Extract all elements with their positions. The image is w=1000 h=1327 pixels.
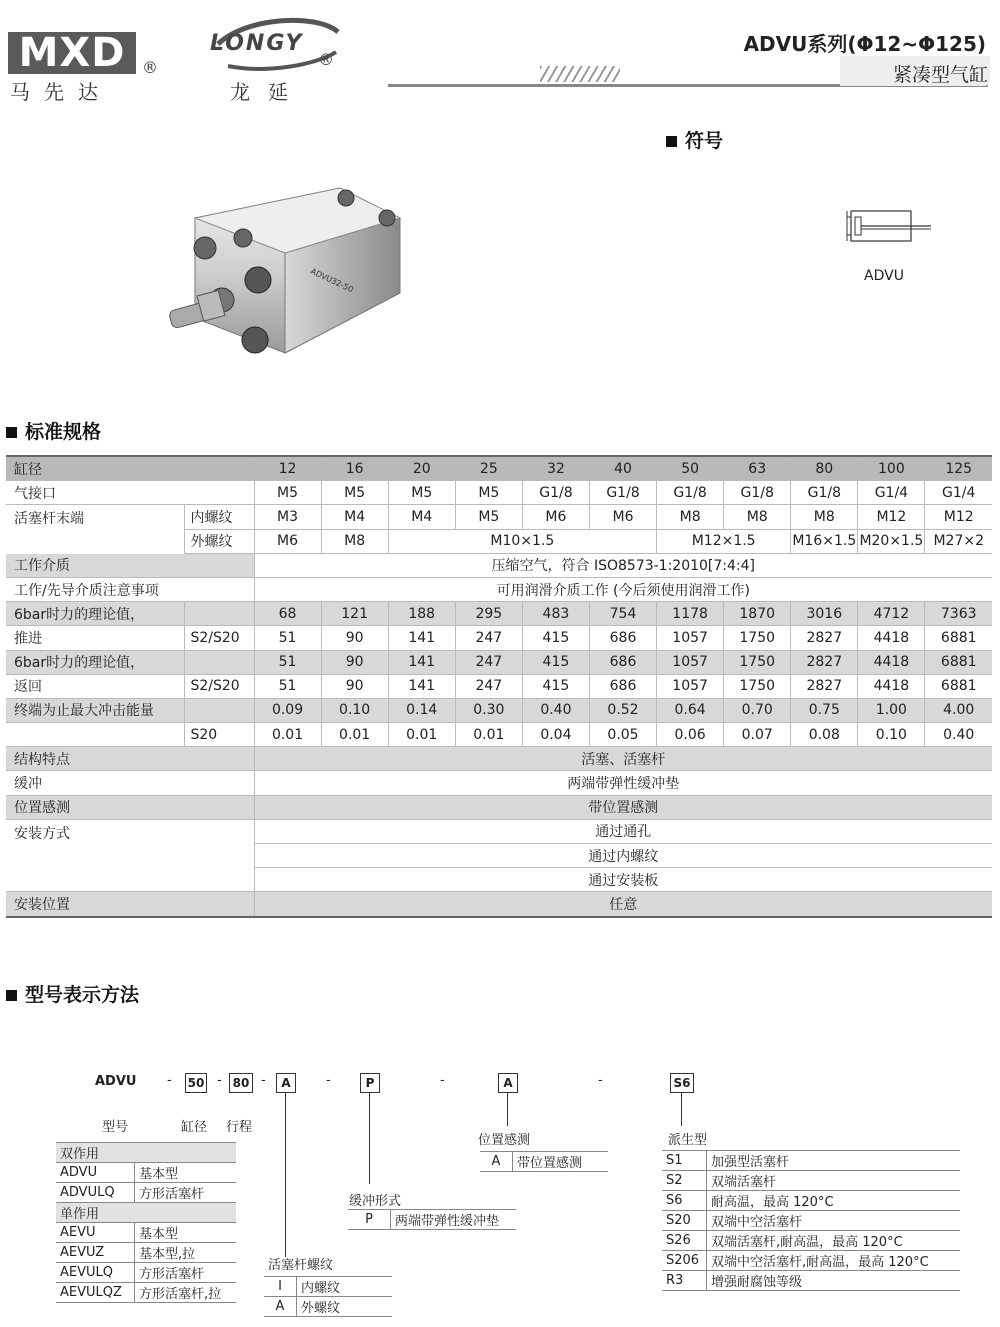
impact-energy-s20-cell: 0.04 <box>522 723 589 747</box>
type-code: AEVULQ <box>56 1263 135 1283</box>
mxd-logo-chinese: 马先达 <box>10 80 112 104</box>
return-force-s2-cell: 51 <box>254 674 321 698</box>
type-desc: 方形活塞杆 <box>135 1183 237 1203</box>
push-force-s2-cell: 4418 <box>858 626 925 650</box>
push-force-s2-cell: 2827 <box>791 626 858 650</box>
variant-code: S6 <box>662 1191 707 1211</box>
rod-code: A <box>264 1297 297 1317</box>
sensing-label: 位置感测 <box>6 795 254 819</box>
connector-line <box>369 1092 370 1184</box>
return-force-s2-cell: 686 <box>589 674 656 698</box>
type-desc: 方形活塞杆 <box>135 1263 237 1283</box>
model-code-bore: 50 <box>185 1073 207 1093</box>
sensing-table <box>480 1151 608 1172</box>
stroke-code-label: 行程 <box>226 1120 253 1135</box>
spec-table <box>6 455 992 918</box>
medium-value: 压缩空气，符合 ISO8573-1:2010[7:4:4] <box>254 553 992 577</box>
type-desc: 基本型 <box>135 1223 237 1243</box>
inner-thread-label: 内螺纹 <box>184 505 254 529</box>
table-row <box>6 553 992 577</box>
s20-label: S20 <box>184 723 254 747</box>
medium-note-label: 工作/先导介质注意事项 <box>6 577 254 601</box>
bore-cell: 40 <box>589 456 656 481</box>
model-dash: - <box>598 1073 603 1088</box>
impact-energy-s20-cell: 0.06 <box>657 723 724 747</box>
model-code-variant: S6 <box>670 1073 694 1093</box>
inner-thread-cell: M12 <box>858 505 925 529</box>
table-row <box>6 481 992 505</box>
mounting-value: 通过内螺纹 <box>254 844 992 868</box>
inner-thread-cell: M3 <box>254 505 321 529</box>
inner-thread-cell: M5 <box>455 505 522 529</box>
variant-code: S206 <box>662 1251 707 1271</box>
sensing-value: 带位置感测 <box>254 795 992 819</box>
impact-energy-s20-cell: 0.01 <box>455 723 522 747</box>
bore-cell: 80 <box>791 456 858 481</box>
bore-cell: 25 <box>455 456 522 481</box>
table-row <box>6 577 992 601</box>
impact-energy-s20-cell: 0.40 <box>925 723 992 747</box>
return-force-s2-cell: 247 <box>455 674 522 698</box>
outer-thread-cell: M20×1.5 <box>858 529 925 553</box>
variant-desc: 增强耐腐蚀等级 <box>707 1271 961 1291</box>
variant-code: S26 <box>662 1231 707 1251</box>
model-heading <box>6 980 139 1007</box>
push-force-cell: 4712 <box>858 602 925 626</box>
push-force-cell: 1870 <box>724 602 791 626</box>
push-force-s2-cell: 90 <box>321 626 388 650</box>
variant-code: S20 <box>662 1211 707 1231</box>
port-cell: G1/8 <box>657 481 724 505</box>
impact-energy-cell: 4.00 <box>925 698 992 722</box>
return-force-s2-cell: 415 <box>522 674 589 698</box>
return-force-cell: 4418 <box>858 650 925 674</box>
rod-desc: 内螺纹 <box>297 1277 393 1297</box>
connector-line <box>681 1092 682 1126</box>
inner-thread-cell: M6 <box>589 505 656 529</box>
model-code-stroke: 80 <box>229 1073 253 1093</box>
rod-desc: 外螺纹 <box>297 1297 393 1317</box>
impact-energy-s20-cell: 0.10 <box>858 723 925 747</box>
medium-label: 工作介质 <box>6 553 254 577</box>
type-code: AEVULQZ <box>56 1283 135 1303</box>
type-table <box>56 1142 236 1303</box>
impact-energy-label: 终端为止最大冲击能量 <box>6 698 184 722</box>
return-force-s2-cell: 4418 <box>858 674 925 698</box>
cylinder-product-image <box>160 178 410 368</box>
push-force-cell: 7363 <box>925 602 992 626</box>
return-force-s2-cell: 1750 <box>724 674 791 698</box>
mounting-value: 通过通孔 <box>254 819 992 843</box>
return-force-cell: 2827 <box>791 650 858 674</box>
return-force-s2-cell: 141 <box>388 674 455 698</box>
variant-desc: 耐高温，最高 120°C <box>707 1191 961 1211</box>
inner-thread-cell: M12 <box>925 505 992 529</box>
return-force-cell: 90 <box>321 650 388 674</box>
symbol-label: ADVU <box>864 268 904 284</box>
push-force-label-2: 推进 <box>6 626 184 650</box>
model-dash: - <box>217 1073 222 1088</box>
outer-thread-cell: M10×1.5 <box>388 529 656 553</box>
rod-thread-label: 活塞杆螺纹 <box>268 1258 334 1273</box>
type-desc: 基本型,拉 <box>135 1243 237 1263</box>
bore-label: 缸径 <box>6 456 254 481</box>
impact-energy-cell: 0.30 <box>455 698 522 722</box>
inner-thread-cell: M8 <box>657 505 724 529</box>
mounting-value: 通过安装板 <box>254 868 992 892</box>
spec-heading-text: 标准规格 <box>25 421 102 443</box>
outer-thread-label: 外螺纹 <box>184 529 254 553</box>
variant-desc: 双端中空活塞杆,耐高温，最高 120°C <box>707 1251 961 1271</box>
variant-code: S1 <box>662 1151 707 1171</box>
impact-energy-cell: 0.75 <box>791 698 858 722</box>
table-row <box>6 723 992 747</box>
mxd-registered-mark: ® <box>142 58 158 77</box>
variant-table <box>662 1150 960 1291</box>
type-code: ADVU <box>56 1163 135 1183</box>
push-force-cell: 121 <box>321 602 388 626</box>
impact-energy-cell: 0.14 <box>388 698 455 722</box>
s2-s20-label: S2/S20 <box>184 674 254 698</box>
bore-cell: 50 <box>657 456 724 481</box>
inner-thread-cell: M4 <box>321 505 388 529</box>
push-force-s2-cell: 247 <box>455 626 522 650</box>
bore-cell: 125 <box>925 456 992 481</box>
table-row <box>6 650 992 674</box>
cushion-table <box>348 1209 516 1230</box>
return-force-cell: 247 <box>455 650 522 674</box>
inner-thread-cell: M8 <box>791 505 858 529</box>
push-force-cell: 1178 <box>657 602 724 626</box>
outer-thread-cell: M27×2 <box>925 529 992 553</box>
model-dash: - <box>167 1073 172 1088</box>
port-cell: G1/8 <box>589 481 656 505</box>
push-force-cell: 3016 <box>791 602 858 626</box>
push-force-s2-cell: 686 <box>589 626 656 650</box>
symbol-heading <box>666 126 723 153</box>
model-dash: - <box>261 1073 266 1088</box>
table-row <box>6 819 992 843</box>
table-row <box>6 698 992 722</box>
return-force-cell: 6881 <box>925 650 992 674</box>
bore-cell: 12 <box>254 456 321 481</box>
outer-thread-cell: M12×1.5 <box>657 529 791 553</box>
sensing-desc: 带位置感测 <box>513 1152 609 1172</box>
cylinder-body-marking: ADVU32-50 <box>309 266 355 295</box>
impact-energy-cell: 1.00 <box>858 698 925 722</box>
return-force-s2-cell: 6881 <box>925 674 992 698</box>
cushion-value: 两端带弹性缓冲垫 <box>254 771 992 795</box>
structure-value: 活塞、活塞杆 <box>254 747 992 771</box>
type-code: ADVULQ <box>56 1183 135 1203</box>
bore-cell: 100 <box>858 456 925 481</box>
push-force-s2-cell: 1057 <box>657 626 724 650</box>
mounting-label: 安装方式 <box>14 825 70 842</box>
model-dash: - <box>326 1073 331 1088</box>
cushion-type-label: 缓冲形式 <box>349 1194 402 1209</box>
port-cell: M5 <box>388 481 455 505</box>
cushion-desc: 两端带弹性缓冲垫 <box>391 1210 517 1230</box>
bore-cell: 16 <box>321 456 388 481</box>
outer-thread-cell: M8 <box>321 529 388 553</box>
spec-heading <box>6 417 101 444</box>
return-force-label: 6bar时力的理论值， <box>6 650 184 674</box>
inner-thread-cell: M4 <box>388 505 455 529</box>
connector-line <box>285 1092 286 1257</box>
impact-energy-cell: 0.09 <box>254 698 321 722</box>
section-square-icon <box>666 136 677 147</box>
port-cell: M5 <box>254 481 321 505</box>
rod-thread-table <box>264 1276 392 1317</box>
table-row <box>6 456 992 481</box>
port-label: 气接口 <box>6 481 254 505</box>
impact-energy-s20-cell: 0.08 <box>791 723 858 747</box>
outer-thread-cell: M6 <box>254 529 321 553</box>
model-code-sensing: A <box>498 1073 518 1093</box>
table-row <box>6 747 992 771</box>
longy-logo: LONGY <box>210 31 304 56</box>
type-desc: 基本型 <box>135 1163 237 1183</box>
table-row <box>6 771 992 795</box>
push-force-cell: 188 <box>388 602 455 626</box>
return-force-cell: 1750 <box>724 650 791 674</box>
push-force-cell: 754 <box>589 602 656 626</box>
cushion-label: 缓冲 <box>6 771 254 795</box>
push-force-label: 6bar时力的理论值， <box>6 602 184 626</box>
rod-end-label: 活塞杆末端 <box>14 511 84 528</box>
variant-code: S2 <box>662 1171 707 1191</box>
type-group: 单作用 <box>56 1203 236 1223</box>
type-code: AEVU <box>56 1223 135 1243</box>
push-force-cell: 483 <box>522 602 589 626</box>
variant-desc: 双端活塞杆 <box>707 1171 961 1191</box>
variant-desc: 双端中空活塞杆 <box>707 1211 961 1231</box>
longy-logo-chinese: 龙延 <box>230 80 306 104</box>
port-cell: G1/8 <box>522 481 589 505</box>
impact-energy-cell: 0.10 <box>321 698 388 722</box>
model-code-base: ADVU <box>95 1074 137 1089</box>
return-force-cell: 415 <box>522 650 589 674</box>
impact-energy-cell: 0.70 <box>724 698 791 722</box>
mount-position-value: 任意 <box>254 892 992 917</box>
type-code: AEVUZ <box>56 1243 135 1263</box>
cushion-code: P <box>348 1210 391 1230</box>
return-force-cell: 141 <box>388 650 455 674</box>
outer-thread-cell: M16×1.5 <box>791 529 858 553</box>
bore-cell: 63 <box>724 456 791 481</box>
model-code-rod: A <box>276 1073 296 1093</box>
table-row <box>6 892 992 917</box>
mxd-logo: MXD <box>8 32 136 74</box>
connector-line <box>507 1092 508 1126</box>
table-row <box>6 626 992 650</box>
type-label: 型号 <box>102 1120 129 1135</box>
impact-energy-s20-cell: 0.01 <box>254 723 321 747</box>
table-row <box>6 505 992 529</box>
header-hatch-decoration <box>540 66 620 82</box>
impact-energy-cell: 0.52 <box>589 698 656 722</box>
impact-energy-cell: 0.64 <box>657 698 724 722</box>
return-force-cell: 51 <box>254 650 321 674</box>
series-subtitle: 紧凑型气缸 <box>892 64 988 86</box>
return-force-s2-cell: 1057 <box>657 674 724 698</box>
push-force-s2-cell: 51 <box>254 626 321 650</box>
symbol-heading-text: 符号 <box>685 130 724 152</box>
variant-desc: 加强型活塞杆 <box>707 1151 961 1171</box>
return-force-cell: 686 <box>589 650 656 674</box>
return-force-label-2: 返回 <box>6 674 184 698</box>
push-force-s2-cell: 6881 <box>925 626 992 650</box>
table-row <box>6 602 992 626</box>
structure-label: 结构特点 <box>6 747 254 771</box>
table-row <box>6 795 992 819</box>
impact-energy-s20-cell: 0.01 <box>321 723 388 747</box>
type-desc: 方形活塞杆,拉 <box>135 1283 237 1303</box>
inner-thread-cell: M8 <box>724 505 791 529</box>
variant-label: 派生型 <box>668 1133 708 1148</box>
mount-position-label: 安装位置 <box>6 892 254 917</box>
bore-cell: 32 <box>522 456 589 481</box>
port-cell: G1/4 <box>858 481 925 505</box>
port-cell: M5 <box>455 481 522 505</box>
section-square-icon <box>6 990 17 1001</box>
bore-cell: 20 <box>388 456 455 481</box>
sensing-code: A <box>480 1152 513 1172</box>
cylinder-symbol-icon <box>845 207 935 247</box>
port-cell: G1/4 <box>925 481 992 505</box>
port-cell: G1/8 <box>724 481 791 505</box>
series-title: ADVU系列(Φ12~Φ125) <box>743 32 986 56</box>
impact-energy-s20-cell: 0.05 <box>589 723 656 747</box>
medium-note-value: 可用润滑介质工作 (今后须使用润滑工作) <box>254 577 992 601</box>
port-cell: G1/8 <box>791 481 858 505</box>
bore-code-label: 缸径 <box>181 1120 208 1135</box>
section-square-icon <box>6 427 17 438</box>
model-heading-text: 型号表示方法 <box>25 984 140 1006</box>
push-force-s2-cell: 1750 <box>724 626 791 650</box>
return-force-s2-cell: 90 <box>321 674 388 698</box>
variant-code: R3 <box>662 1271 707 1291</box>
push-force-s2-cell: 141 <box>388 626 455 650</box>
model-dash: - <box>440 1073 445 1088</box>
table-row <box>6 674 992 698</box>
push-force-cell: 68 <box>254 602 321 626</box>
return-force-cell: 1057 <box>657 650 724 674</box>
model-code-cushion: P <box>360 1073 380 1093</box>
inner-thread-cell: M6 <box>522 505 589 529</box>
impact-energy-s20-cell: 0.07 <box>724 723 791 747</box>
push-force-s2-cell: 415 <box>522 626 589 650</box>
push-force-cell: 295 <box>455 602 522 626</box>
s2-s20-label: S2/S20 <box>184 626 254 650</box>
position-sensing-label: 位置感测 <box>478 1133 531 1148</box>
rod-code: I <box>264 1277 297 1297</box>
variant-desc: 双端活塞杆,耐高温，最高 120°C <box>707 1231 961 1251</box>
impact-energy-cell: 0.40 <box>522 698 589 722</box>
longy-registered-mark: ® <box>318 50 334 69</box>
port-cell: M5 <box>321 481 388 505</box>
impact-energy-s20-cell: 0.01 <box>388 723 455 747</box>
type-group: 双作用 <box>56 1143 236 1163</box>
return-force-s2-cell: 2827 <box>791 674 858 698</box>
